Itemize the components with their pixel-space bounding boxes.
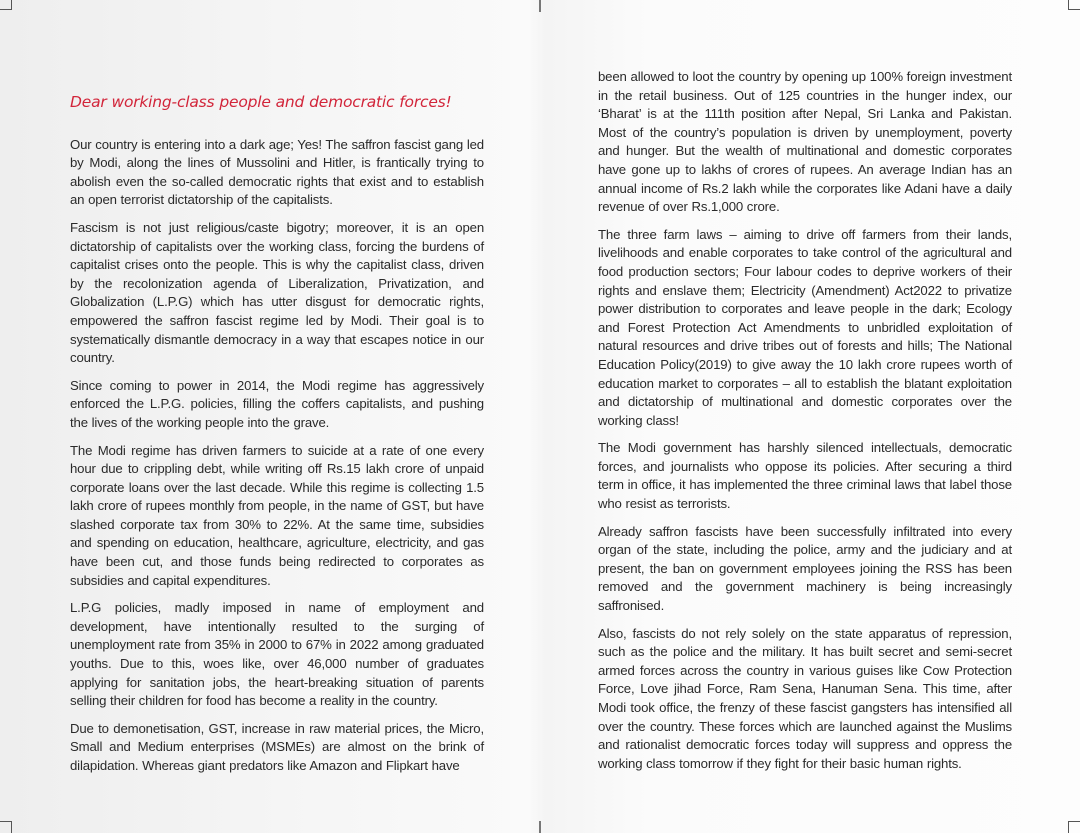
paragraph: L.P.G policies, madly imposed in name of employment and development, have intentionally resulted to the surging of unemployment rate from 35% in 2000 to 67% in 2022 among graduated youths. Due to this, woes like, over 46,000 number of graduates applying for sanitation jobs, the heart-breaking situation of parents selling their children for food has become a reality in the country. [70, 600, 484, 709]
paragraph: Due to demonetisation, GST, increase in raw material prices, the Micro, Small and Medium enterprises (MSMEs) are almost on the brink of dilapidation. Whereas giant predators like Amazon and Flipkart have [70, 720, 484, 773]
paragraph: been allowed to loot the country by opening up 100% foreign investment in the retail business. Out of 125 countries in the hunger index, our ‘Bharat’ is at the 111th position after Nepal, Sri Lanka and Pakistan. Most of the country’s population is driven by unemployment, poverty and hunger. But the wealth of multinational and domestic corporates have gone up to lakhs of crores of rupees. An average Indian has an annual income of Rs.2 lakh while the corporates like Adani have a daily revenue of over Rs.1,000 crore. [598, 69, 1012, 215]
paragraph: The Modi government has harshly silenced intellectuals, democratic forces, and journalists who oppose its policies. After securing a third term in office, it has implemented the three criminal laws that label those who resist as terrorists. [598, 440, 1012, 512]
paragraph: Already saffron fascists have been successfully infiltrated into every organ of the state, including the police, army and the judiciary and at present, the ban on government employees joining the RSS has been removed and the government machinery is being increasingly saffronised. [598, 523, 1012, 614]
right-page [540, 0, 1080, 833]
paragraph: Fascism is not just religious/caste bigotry; moreover, it is an open dictatorship of capitalists over the working class, forcing the burdens of capitalist crises onto the people. This is why the capitalist class, driven by the recolonization agenda of Liberalization, Privatization, and Globalization (L.P.G) which has utter disgust for democratic rights, empowered the saffron fascist regime led by Modi. Their goal is to systematically dismantle democracy in a way that escapes notice in our country. [70, 219, 484, 366]
right-text-column [598, 68, 1012, 782]
left-text-column [70, 93, 484, 785]
page-heading: Dear working-class people and democratic forces! [70, 93, 452, 111]
paragraph: Also, fascists do not rely solely on the state apparatus of repression, such as the police and the military. It has built secret and semi-secret armed forces across the country in various guises like Cow Protection Force, Love jihad Force, Ram Sena, Hanuman Sena. This time, after Modi took office, the frenzy of these fascist gangsters has intensified all over the country. These forces which are launched against the Muslims and rationalist democratic forces today will suppress and oppress the working class tomorrow if they fight for their basic human rights. [598, 625, 1012, 771]
paragraph: The Modi regime has driven farmers to suicide at a rate of one every hour due to crippling debt, while writing off Rs.15 lakh crore of unpaid corporate loans over the last decade. While this regime is collecting 1.5 lakh crore of rupees monthly from people, in the name of GST, but have slashed corporate tax from 30% to 22%. At the same time, subsidies and spending on education, healthcare, agriculture, electricity, and gas have been cut, and those funds being redirected to corporates as subsidies and capital expenditures. [70, 442, 484, 588]
paragraph: The three farm laws – aiming to drive off farmers from their lands, livelihoods and enable corporates to take control of the agricultural and food production sectors; Four labour codes to deprive workers of their rights and enslave them; Electricity (Amendment) Act2022 to privatize power distribution to corporates and leave people in the dark; Ecology and Forest Protection Act Amendments to unbridled exploitation of natural resources and drive tribes out of forests and hills; The National Education Policy(2019) to give away the 10 lakh crore rupees worth of education market to corporates – all to establish the blatant exploitation and dictatorship of multinational and domestic corporates over the working class! [598, 226, 1012, 428]
paragraph: Our country is entering into a dark age; Yes! The saffron fascist gang led by Modi, along the lines of Mussolini and Hitler, is frantically trying to abolish even the so-called democratic rights that exist and to establish an open terrorist dictatorship of the capitalists. [70, 136, 484, 208]
paragraph: Since coming to power in 2014, the Modi regime has aggressively enforced the L.P.G. policies, filling the coffers capitalists, and pushing the lives of the working people into the grave. [70, 377, 484, 430]
